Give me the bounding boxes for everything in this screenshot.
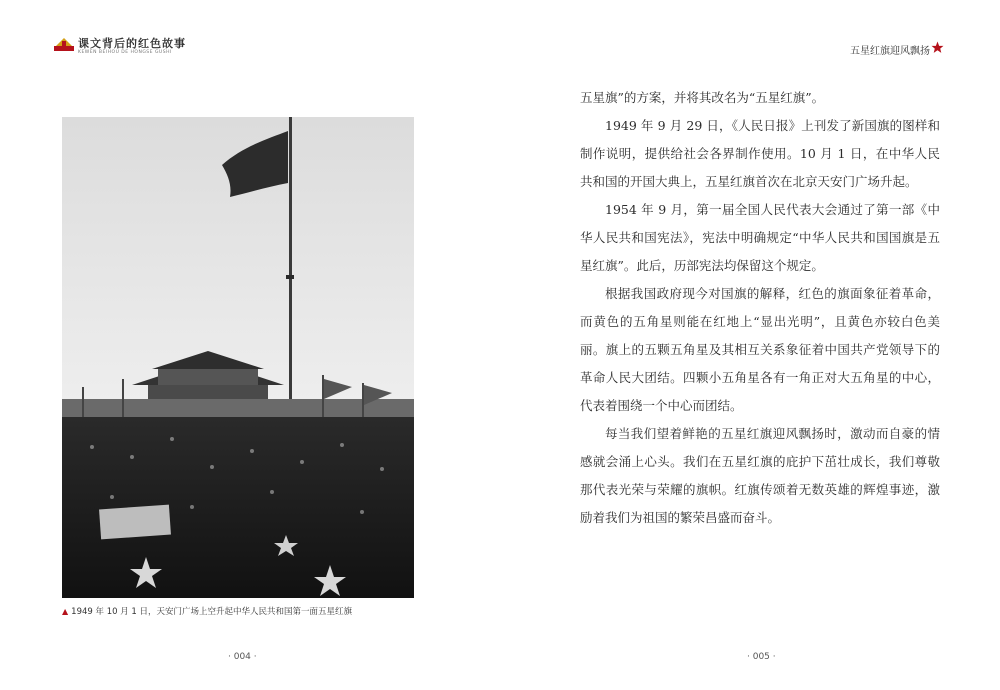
series-title: 课文背后的红色故事 xyxy=(78,37,186,50)
right-page xyxy=(500,0,1000,690)
photo-caption xyxy=(62,605,462,617)
red-star-icon xyxy=(931,41,944,54)
paragraph: 根据我国政府现今对国旗的解释，红色的旗面象征着革命，而黄色的五角星则能在红地上“显出光明”，且黄色亦较白色美丽。旗上的五颗五角星及其相互关系象征着中国共产党领导下的革命人民大团结。四颗小五角星各有一角正对大五角星的中心，代表着围绕一个中心而团结。 xyxy=(580,286,940,413)
historic-photo xyxy=(62,117,414,598)
chapter-title: 五星红旗迎风飘扬 xyxy=(850,46,930,57)
photo-drawing xyxy=(62,117,414,598)
paragraph: 每当我们望着鲜艳的五星红旗迎风飘扬时，激动而自豪的情感就会涌上心头。我们在五星红旗的庇护下茁壮成长，我们尊敬那代表光荣与荣耀的旗帜。红旗传颂着无数英雄的辉煌事迹，激励着我们为祖国的繁荣昌盛而奋斗。 xyxy=(580,426,940,525)
body-text xyxy=(580,84,940,532)
caption-text: 1949 年 10 月 1 日，天安门广场上空升起中华人民共和国第一面五星红旗 xyxy=(71,607,353,617)
page-number-right: · 005 · xyxy=(747,652,776,662)
paragraph: 1949 年 9 月 29 日，《人民日报》上刊发了新国旗的图样和制作说明，提供给社会各界制作使用。10 月 1 日，在中华人民共和国的开国大典上，五星红旗首次在北京天安门广场升起。 xyxy=(580,118,940,189)
page-number-left: · 004 · xyxy=(228,652,257,662)
paragraph: 1954 年 9 月，第一届全国人民代表大会通过了第一部《中华人民共和国宪法》，宪法中明确规定“中华人民共和国国旗是五星红旗”。此后，历部宪法均保留这个规定。 xyxy=(580,202,940,273)
caption-triangle-icon: ▲ xyxy=(62,607,69,616)
book-logo-icon xyxy=(54,36,74,52)
series-subtitle: KEWEN BEIHOU DE HONGSE GUSHI xyxy=(78,50,172,55)
paragraph: 五星旗”的方案，并将其改名为“五星红旗”。 xyxy=(580,90,825,105)
